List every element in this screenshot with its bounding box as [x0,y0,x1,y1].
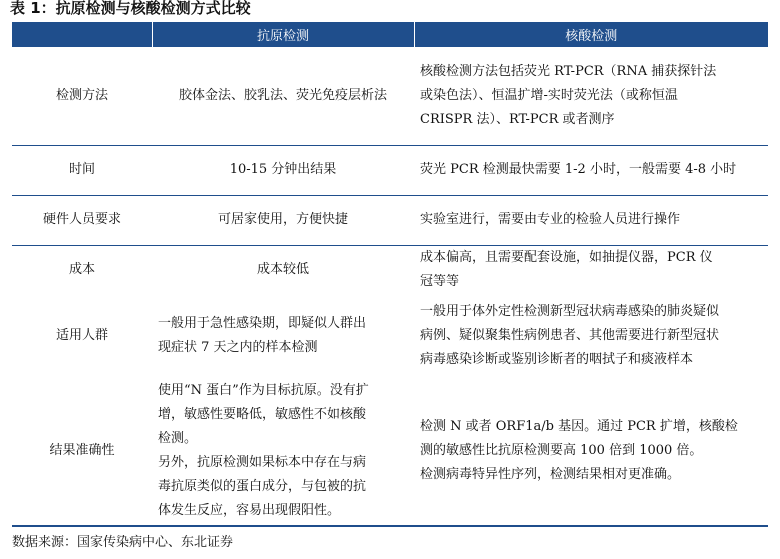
table-row [12,245,768,294]
nucleic-line: 一般用于体外定性检测新型冠状病毒感染的肺炎疑似 [420,303,720,319]
antigen-line: 现症状 7 天之内的样本检测 [158,339,318,355]
nucleic-line: 冠等等 [420,273,460,289]
row-label: 检测方法 [12,47,152,145]
antigen-line: 胶体金法、胶乳法、荧光免疫层析法 [178,87,387,103]
table-row [12,378,768,526]
antigen-line: 另外，抗原检测如果标本中存在与病 [158,455,367,470]
nucleic-line: CRISPR 法）、RT-PCR 或者测序 [420,111,615,127]
nucleic-cell [414,294,768,378]
row-label: 结果准确性 [12,378,152,526]
header-antigen: 抗原检测 [152,22,414,47]
table-row [12,47,768,145]
table-title: 表 1：抗原检测与核酸检测方式比较 [10,0,251,17]
antigen-cell [152,245,414,294]
row-label: 成本 [68,261,95,277]
nucleic-line: 检测病毒特异性序列，检测结果相对更准确。 [420,467,681,482]
table-row [12,195,768,245]
antigen-line: 成本较低 [256,261,309,277]
antigen-cell [152,378,414,526]
source-note: 数据来源：国家传染病中心、东北证券 [12,535,234,550]
nucleic-line: 测的敏感性比抗原检测要高 100 倍到 1000 倍。 [420,443,703,458]
antigen-line: 可居家使用，方便快捷 [217,212,348,227]
nucleic-line: 病毒感染诊断或鉴别诊断者的咽拭子和痰液样本 [420,351,694,367]
antigen-line: 体发生反应，容易出现假阳性。 [158,503,341,518]
antigen-cell [152,195,414,245]
nucleic-cell [414,245,768,294]
nucleic-line: 荧光 PCR 检测最快需要 1-2 小时，一般需要 4-8 小时 [420,162,737,177]
row-label: 硬件人员要求 [12,195,152,245]
antigen-line: 增，敏感性要略低，敏感性不如核酸 [158,407,367,422]
table-header-row [12,22,768,47]
antigen-cell [152,145,414,195]
nucleic-line: 病例、疑似聚集性病例患者、其他需要进行新型冠状 [420,327,720,343]
header-empty [12,22,152,47]
nucleic-cell [414,47,768,145]
table-row [12,294,768,378]
antigen-line: 毒抗原类似的蛋白成分，与包被的抗 [158,479,367,494]
antigen-line: 一般用于急性感染期，即疑似人群出 [158,315,367,331]
row-label: 时间 [12,145,152,195]
nucleic-line: 核酸检测方法包括荧光 RT-PCR（RNA 捕获探针法 [420,63,717,79]
comparison-table [12,22,768,527]
nucleic-line: 检测 N 或者 ORF1a/b 基因。通过 PCR 扩增，核酸检 [420,419,738,434]
nucleic-cell [414,145,768,195]
nucleic-cell [414,378,768,526]
row-label: 适用人群 [55,327,108,343]
antigen-line: 检测。 [158,431,198,446]
nucleic-cell [414,195,768,245]
antigen-line: 10-15 分钟出结果 [229,162,337,177]
antigen-line: 使用“N 蛋白”作为目标抗原。没有扩 [158,383,369,398]
nucleic-line: 实验室进行，需要由专业的检验人员进行操作 [420,212,681,227]
nucleic-line: 或染色法）、恒温扩增-实时荧光法（或称恒温 [420,87,678,103]
antigen-cell [152,294,414,378]
antigen-cell [152,47,414,145]
header-nucleic: 核酸检测 [414,22,768,47]
table-row [12,145,768,195]
nucleic-line: 成本偏高，且需要配套设施，如抽提仪器，PCR 仪 [420,249,713,265]
